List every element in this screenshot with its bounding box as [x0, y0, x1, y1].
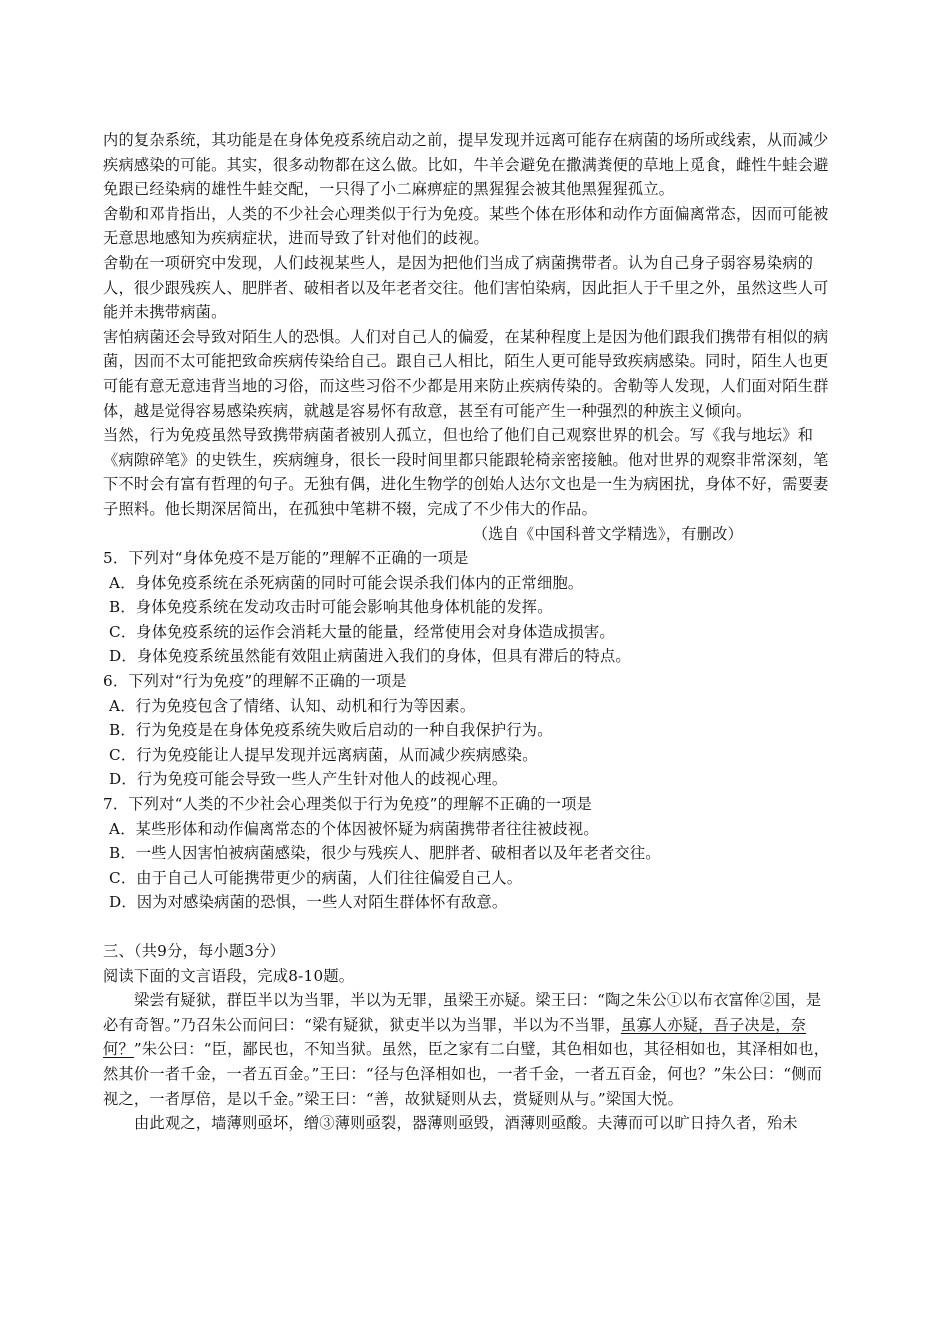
question-7	[103, 792, 833, 915]
passage-source: （选自《中国科普文学精选》，有删改）	[472, 524, 743, 543]
document-page	[103, 128, 833, 1136]
option-b: B．身体免疫系统在发动攻击时可能会影响其他身体机能的发挥。	[109, 598, 553, 617]
option-c: C．行为免疫能让人提早发现并远离病菌，从而减少疾病感染。	[109, 745, 538, 764]
passage-paragraph: 内的复杂系统，其功能是在身体免疫系统启动之前，提早发现并远离可能存在病菌的场所或线索，从而减少疾病感染的可能。其实，很多动物都在这么做。比如，牛羊会避免在撒满粪便的草地上觅食，雌性牛蛙会避免跟已经染病的雄性牛蛙交配，一只得了小二麻痹症的黑猩猩会被其他黑猩猩孤立。	[103, 131, 829, 199]
option-a: A．行为免疫包含了情绪、认知、动机和行为等因素。	[109, 696, 476, 715]
classical-text: ”朱公曰：“臣，鄙民也，不知当狱。虽然，臣之家有二白璧，其色相如也，其径相如也，其泽相如也，然其价一者千金，一者五百金。”王曰：“径与色泽相如也，一者千金，一者五百金，何也？”朱公曰：“侧而视之，一者厚倍，是以千金。”梁王曰：“善，故狱疑则从去，赏疑则从与。”梁国大悦。	[103, 1040, 830, 1108]
section-spacer	[103, 915, 833, 939]
option-a: A．身体免疫系统在杀死病菌的同时可能会误杀我们体内的正常细胞。	[109, 573, 584, 592]
option-b: B．一些人因害怕被病菌感染，很少与残疾人、肥胖者、破相者以及年老者交往。	[109, 844, 661, 863]
passage-paragraph: 舍勒和邓肯指出，人类的不少社会心理类似于行为免疫。某些个体在形体和动作方面偏离常态，因而可能被无意思地感知为疾病症状，进而导致了针对他们的歧视。	[103, 204, 829, 248]
question-stem: 7．下列对“人类的不少社会心理类似于行为免疫”的理解不正确的一项是	[103, 795, 593, 814]
classical-paragraph: 由此观之，墙薄则亟坏，缯③薄则亟裂，器薄则亟毁，酒薄则亟酸。夫薄而可以旷日持久者，殆未	[134, 1114, 798, 1133]
passage-paragraph: 舍勒在一项研究中发现，人们歧视某些人，是因为把他们当成了病菌携带者。认为自己身子弱容易染病的人，很少跟残疾人、肥胖者、破相者以及年老者交往。他们害怕染病，因此拒人于千里之外，虽然这些人可能并未携带病菌。	[103, 253, 829, 322]
passage-paragraph: 当然，行为免疫虽然导致携带病菌者被别人孤立，但也给了他们自己观察世界的机会。写《我与地坛》和《病隙碎笔》的史铁生，疾病缠身，很长一段时间里都只能跟轮椅亲密接触。他对世界的观察非常深刻，笔下不时会有富有哲理的句子。无独有偶，进化生物学的创始人达尔文也是一生为病困扰，身体不好，需要妻子照料。他长期深居简出，在孤独中笔耕不辍，完成了不少伟大的作品。	[103, 426, 829, 518]
option-d: D．身体免疫系统虽然能有效阻止病菌进入我们的身体，但具有滞后的特点。	[109, 647, 631, 666]
option-d: D．行为免疫可能会导致一些人产生针对他人的歧视心理。	[109, 770, 508, 789]
option-a: A．某些形体和动作偏离常态的个体因被怀疑为病菌携带者往往被歧视。	[109, 819, 599, 838]
question-6	[103, 669, 833, 792]
question-stem: 6．下列对“行为免疫”的理解不正确的一项是	[103, 672, 407, 691]
option-b: B．行为免疫是在身体免疫系统失败后启动的一种自我保护行为。	[109, 721, 553, 740]
question-stem: 5．下列对“身体免疫不是万能的”理解不正确的一项是	[103, 549, 469, 568]
classical-text: 梁尝有疑狱，群臣半以为当罪，半以为无罪，虽梁王亦疑。梁王曰：“陶之朱公①以布衣富侔②国，是必有奇智。”乃召朱公而问曰：“梁有疑狱，狱吏半以为当罪，半以为不当罪，	[103, 991, 822, 1034]
option-c: C．由于自己人可能携带更少的病菌，人们往往偏爱自己人。	[109, 868, 523, 887]
classical-paragraph	[103, 988, 833, 1111]
section-instruction: 阅读下面的文言语段，完成8-10题。	[103, 966, 355, 985]
question-5	[103, 546, 833, 669]
option-d: D．因为对感染病菌的恐惧，一些人对陌生群体怀有敌意。	[109, 893, 508, 912]
passage-paragraph: 害怕病菌还会导致对陌生人的恐惧。人们对自己人的偏爱，在某种程度上是因为他们跟我们携带有相似的病菌，因而不太可能把致命疾病传染给自己。跟自己人相比，陌生人更可能导致疾病感染。同时，陌生人也更可能有意无意违背当地的习俗，而这些习俗不少都是用来防止疾病传染的。舍勒等人发现，人们面对陌生群体，越是觉得容易感染疾病，就越是容易怀有敌意，甚至有可能产生一种强烈的种族主义倾向。	[103, 327, 829, 420]
section-header: 三、（共9分，每小题3分）	[103, 942, 286, 960]
underlined-sentence: 虽寡人亦疑，吾子决是，奈何？	[103, 1015, 807, 1059]
option-c: C．身体免疫系统的运作会消耗大量的能量，经常使用会对身体造成损害。	[109, 622, 615, 641]
